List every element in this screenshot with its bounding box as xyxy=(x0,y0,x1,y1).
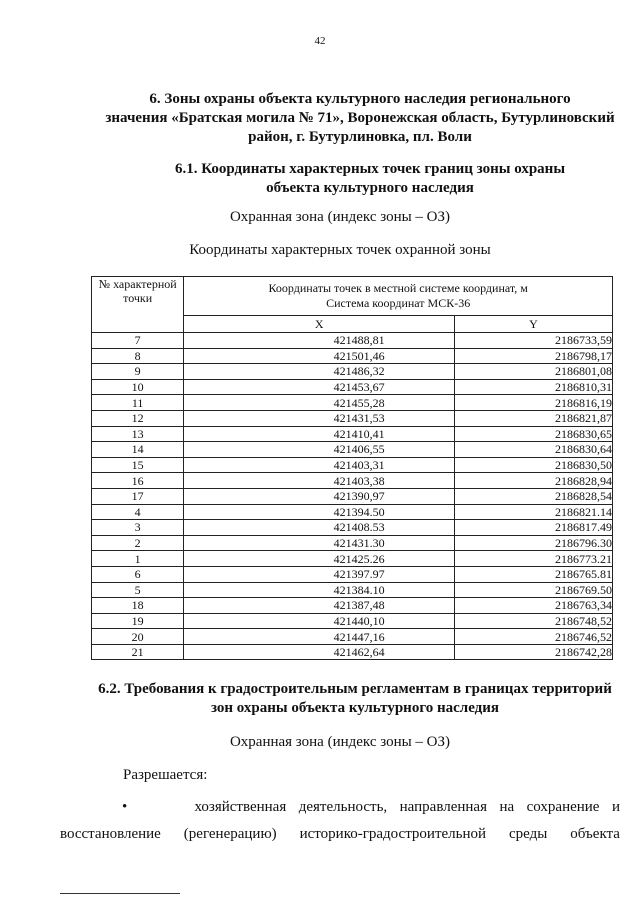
cell-point: 11 xyxy=(92,395,184,411)
cell-x: 421462,64 xyxy=(184,644,455,660)
cell-x: 421453,67 xyxy=(184,379,455,395)
cell-point: 21 xyxy=(92,644,184,660)
table-row xyxy=(92,379,613,395)
cell-y: 2186828,94 xyxy=(455,473,613,489)
cell-point: 18 xyxy=(92,598,184,614)
section-6-line-3: район, г. Бутурлиновка, пл. Воли xyxy=(248,129,472,145)
cell-point: 6 xyxy=(92,566,184,582)
bullet-word: и xyxy=(611,799,620,815)
cell-x: 421425.26 xyxy=(184,551,455,567)
cell-x: 421408.53 xyxy=(184,520,455,536)
cell-point: 20 xyxy=(92,629,184,645)
cell-point: 1 xyxy=(92,551,184,567)
continuation-word: (регенерацию) xyxy=(183,826,277,842)
footer-rule xyxy=(60,893,180,894)
section-6-2-heading xyxy=(75,680,635,718)
continuation-word: объекта xyxy=(570,826,620,842)
cell-point: 8 xyxy=(92,348,184,364)
section-6-1-line-1: 6.1. Координаты характерных точек границ зоны охраны xyxy=(174,161,566,177)
cell-x: 421447,16 xyxy=(184,629,455,645)
cell-x: 421397.97 xyxy=(184,566,455,582)
cell-x: 421431,53 xyxy=(184,410,455,426)
bullet-word: хозяйственная xyxy=(194,799,287,815)
cell-point: 4 xyxy=(92,504,184,520)
cell-point: 13 xyxy=(92,426,184,442)
table-row xyxy=(92,442,613,458)
cell-y: 2186828,54 xyxy=(455,488,613,504)
cell-y: 2186817.49 xyxy=(455,520,613,536)
table-row xyxy=(92,410,613,426)
header-coordinate-system xyxy=(184,277,613,316)
cell-y: 2186748,52 xyxy=(455,613,613,629)
section-6-line-1: 6. Зоны охраны объекта культурного наследия регионального xyxy=(149,91,571,107)
table-row xyxy=(92,520,613,536)
cell-y: 2186746,52 xyxy=(455,629,613,645)
cell-x: 421403,31 xyxy=(184,457,455,473)
table-row xyxy=(92,582,613,598)
table-row xyxy=(92,348,613,364)
cell-point: 5 xyxy=(92,582,184,598)
table-row xyxy=(92,566,613,582)
table-row xyxy=(92,457,613,473)
cell-y: 2186773.21 xyxy=(455,551,613,567)
cell-y: 2186798,17 xyxy=(455,348,613,364)
coordinates-table-body xyxy=(92,333,613,660)
bullet-continuation xyxy=(60,826,620,843)
zone-caption: Охранная зона (индекс зоны – ОЗ) xyxy=(229,209,451,225)
cell-y: 2186796.30 xyxy=(455,535,613,551)
section-6-1-heading xyxy=(140,160,600,198)
bullet-word: сохранение xyxy=(526,799,600,815)
header-system-line-1: Координаты точек в местной системе координат, м xyxy=(268,281,528,295)
cell-x: 421488,81 xyxy=(184,333,455,349)
continuation-word: восстановление xyxy=(60,826,161,842)
cell-x: 421387,48 xyxy=(184,598,455,614)
table-row xyxy=(92,395,613,411)
table-row xyxy=(92,629,613,645)
table-row xyxy=(92,598,613,614)
cell-x: 421440,10 xyxy=(184,613,455,629)
cell-y: 2186763,34 xyxy=(455,598,613,614)
cell-point: 2 xyxy=(92,535,184,551)
cell-y: 2186816,19 xyxy=(455,395,613,411)
cell-y: 2186830,50 xyxy=(455,457,613,473)
table-row xyxy=(92,613,613,629)
cell-point: 16 xyxy=(92,473,184,489)
cell-point: 19 xyxy=(92,613,184,629)
cell-x: 421455,28 xyxy=(184,395,455,411)
cell-point: 10 xyxy=(92,379,184,395)
cell-y: 2186801,08 xyxy=(455,364,613,380)
header-y: Y xyxy=(455,316,613,333)
table-row xyxy=(92,364,613,380)
cell-x: 421410,41 xyxy=(184,426,455,442)
cell-y: 2186830,65 xyxy=(455,426,613,442)
page-number: 42 xyxy=(314,35,326,47)
bullet-word: направленная xyxy=(399,799,487,815)
section-6-2-line-2: зон охраны объекта культурного наследия xyxy=(210,700,500,716)
zone-caption-2: Охранная зона (индекс зоны – ОЗ) xyxy=(229,734,451,750)
cell-y: 2186810,31 xyxy=(455,379,613,395)
cell-point: 12 xyxy=(92,410,184,426)
table-row xyxy=(92,644,613,660)
section-6-heading xyxy=(80,90,640,147)
cell-y: 2186821.14 xyxy=(455,504,613,520)
cell-x: 421390,97 xyxy=(184,488,455,504)
header-point-number: № характерной точки xyxy=(92,277,184,333)
table-row xyxy=(92,551,613,567)
bullet-item xyxy=(60,799,620,816)
section-6-2-line-1: 6.2. Требования к градостроительным регламентам в границах территорий xyxy=(98,681,612,697)
cell-point: 15 xyxy=(92,457,184,473)
bullet-symbol: • xyxy=(122,799,128,815)
continuation-word: среды xyxy=(509,826,548,842)
cell-x: 421406,55 xyxy=(184,442,455,458)
cell-x: 421403,38 xyxy=(184,473,455,489)
cell-y: 2186733,59 xyxy=(455,333,613,349)
coordinates-table xyxy=(91,276,613,660)
cell-x: 421431.30 xyxy=(184,535,455,551)
table-row xyxy=(92,504,613,520)
cell-point: 17 xyxy=(92,488,184,504)
cell-x: 421384.10 xyxy=(184,582,455,598)
cell-y: 2186821,87 xyxy=(455,410,613,426)
table-row xyxy=(92,488,613,504)
bullet-word: деятельность, xyxy=(298,799,388,815)
cell-y: 2186765.81 xyxy=(455,566,613,582)
continuation-word: историко-градостроительной xyxy=(299,826,487,842)
bullet-word: на xyxy=(499,799,515,815)
table-row xyxy=(92,535,613,551)
table-row xyxy=(92,473,613,489)
cell-y: 2186769.50 xyxy=(455,582,613,598)
table-row xyxy=(92,333,613,349)
cell-point: 3 xyxy=(92,520,184,536)
header-x: X xyxy=(184,316,455,333)
cell-x: 421486,32 xyxy=(184,364,455,380)
header-system-line-2: Система координат МСК-36 xyxy=(326,296,471,310)
table-caption: Координаты характерных точек охранной зоны xyxy=(189,242,491,258)
table-row xyxy=(92,426,613,442)
cell-point: 7 xyxy=(92,333,184,349)
cell-y: 2186742,28 xyxy=(455,644,613,660)
section-6-1-line-2: объекта культурного наследия xyxy=(266,180,474,196)
section-6-line-2: значения «Братская могила № 71», Воронежская область, Бутурлиновский xyxy=(105,110,615,126)
cell-point: 9 xyxy=(92,364,184,380)
cell-x: 421501,46 xyxy=(184,348,455,364)
cell-point: 14 xyxy=(92,442,184,458)
cell-x: 421394.50 xyxy=(184,504,455,520)
cell-y: 2186830,64 xyxy=(455,442,613,458)
allowed-label: Разрешается: xyxy=(123,767,208,783)
